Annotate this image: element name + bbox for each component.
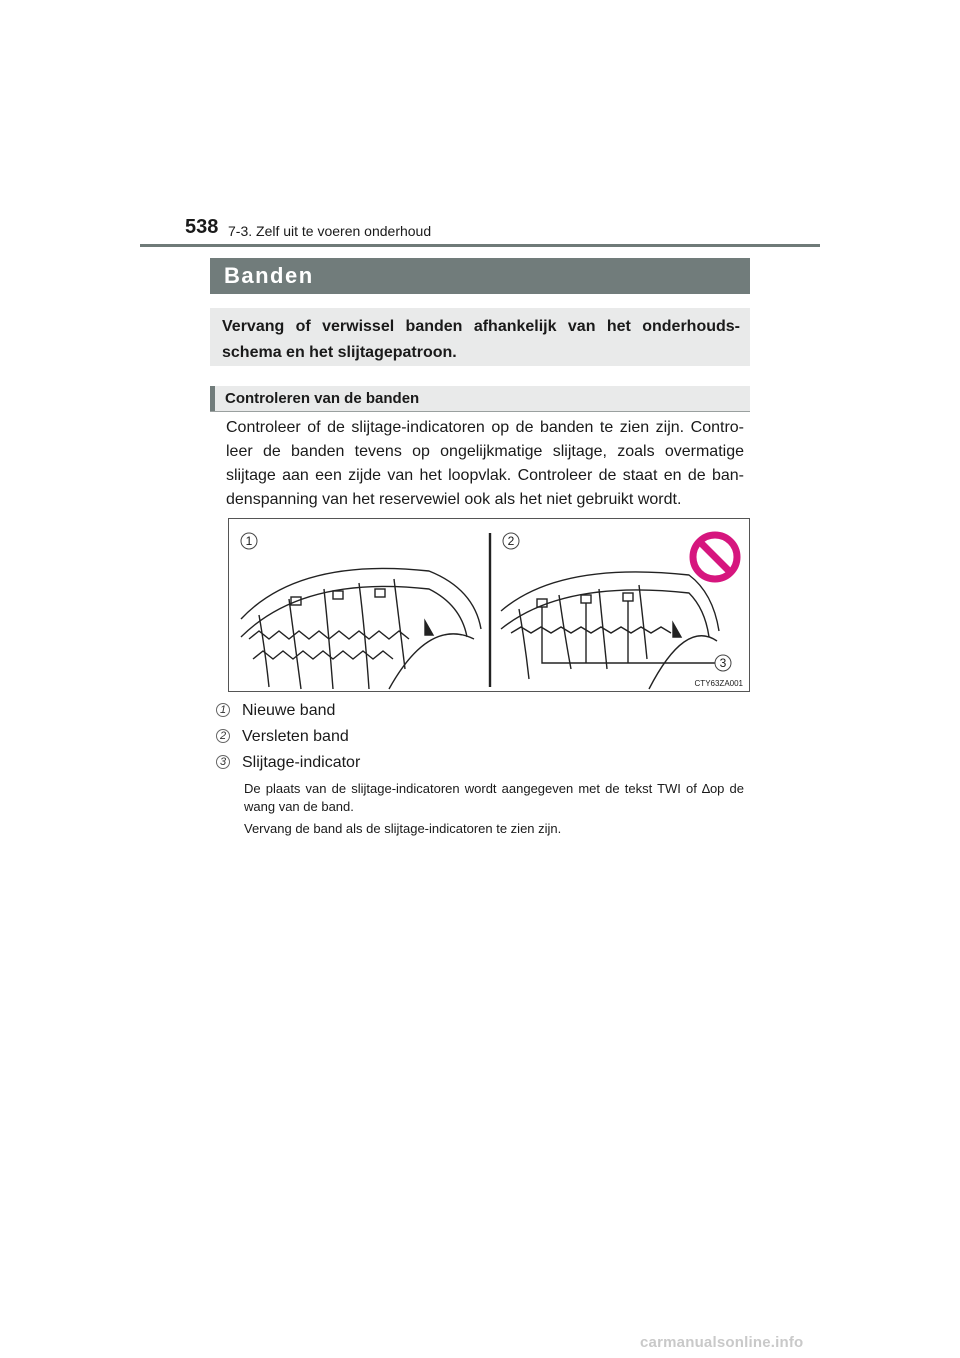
legend-label: Nieuwe band	[242, 702, 336, 719]
worn-tire-drawing	[501, 572, 719, 689]
subsection-heading	[210, 386, 750, 412]
tire-wear-figure	[228, 518, 750, 692]
section-intro: Vervang of verwissel banden afhankelijk van het onderhouds-schema en het slijtagepatroon.	[210, 308, 750, 366]
prohibited-icon	[693, 535, 737, 579]
legend-number: 1	[216, 703, 230, 717]
figure-code: CTY63ZA001	[694, 679, 743, 688]
section-title: Banden	[210, 258, 750, 294]
page-number: 538	[185, 216, 219, 238]
legend-number: 2	[216, 729, 230, 743]
tire-illustration	[229, 519, 750, 692]
legend-label: Versleten band	[242, 728, 349, 745]
chapter-title: 7-3. Zelf uit te voeren onderhoud	[228, 223, 432, 239]
new-tire-drawing	[241, 568, 481, 689]
note-paragraph: Vervang de band als de slijtage-indicatoren te zien zijn.	[244, 821, 562, 836]
callout-number: 1	[245, 534, 253, 548]
watermark: carmanualsonline.info	[640, 1334, 804, 1351]
subsection-title: Controleren van de banden	[225, 390, 420, 407]
header-rule	[140, 244, 820, 247]
legend-label: Slijtage-indicator	[242, 754, 361, 771]
subsection-accent-bar	[210, 386, 215, 411]
callout-number: 2	[507, 534, 515, 548]
body-paragraph: Controleer of de slijtage-indicatoren op de banden te zien zijn. Contro-leer de banden tevens op ongelijkmatige slijtage, zoals overmatige slijtage aan een zijde van het loopvlak. Controleer de staat en de ban-denspanning van het reservewiel ook als het niet gebruikt wordt.	[226, 419, 744, 508]
callout-number: 3	[719, 656, 727, 670]
legend-number: 3	[216, 755, 230, 769]
note-paragraph: De plaats van de slijtage-indicatoren wordt aangegeven met de tekst TWI of ∆op de wang van de band.	[244, 781, 744, 814]
